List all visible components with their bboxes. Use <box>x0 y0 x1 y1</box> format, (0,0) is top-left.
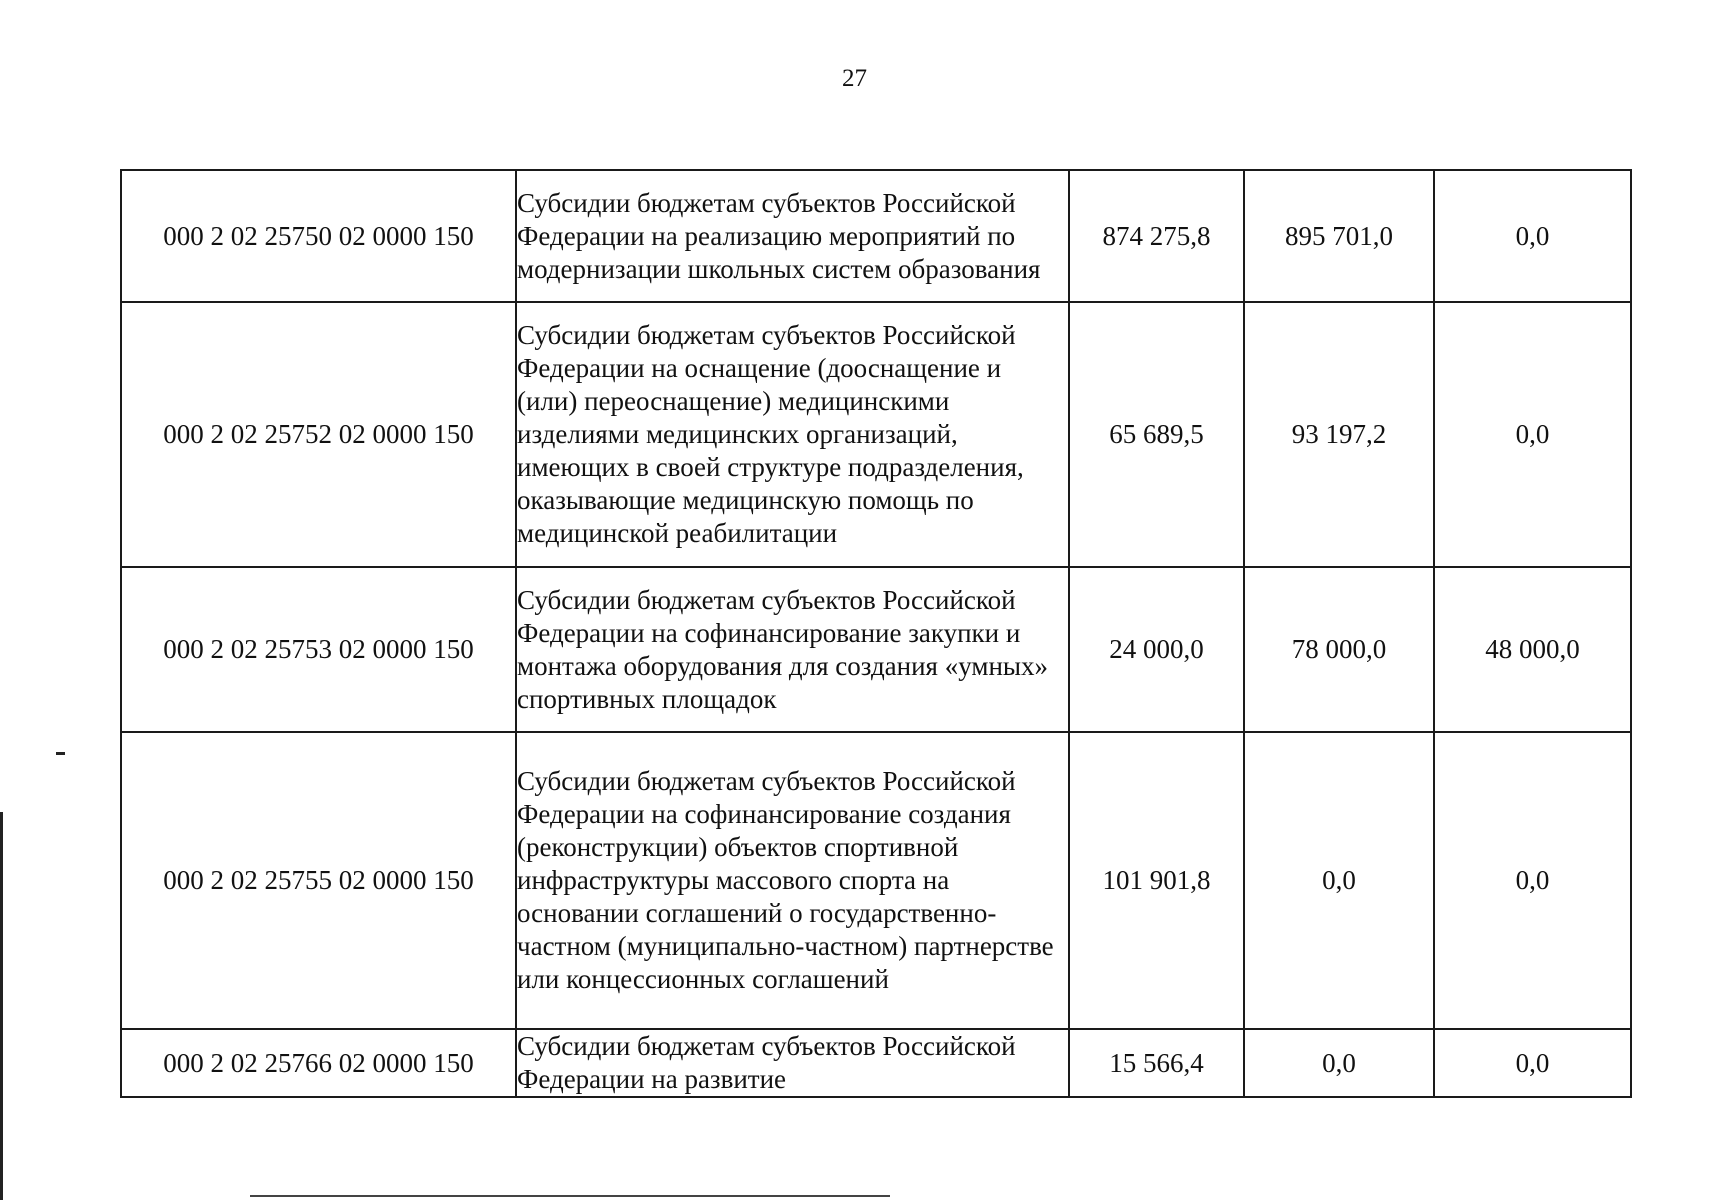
table-row <box>121 170 1631 302</box>
amount-col-1: 65 689,5 <box>1069 302 1244 567</box>
amount-col-1: 874 275,8 <box>1069 170 1244 302</box>
amount-col-2: 895 701,0 <box>1244 170 1434 302</box>
table-row <box>121 302 1631 567</box>
row-description: Субсидии бюджетам субъектов Российской Федерации на реализацию мероприятий по модернизации школьных систем образования <box>516 170 1069 302</box>
amount-col-2: 93 197,2 <box>1244 302 1434 567</box>
amount-col-2: 0,0 <box>1244 1029 1434 1097</box>
amount-col-3: 0,0 <box>1434 302 1631 567</box>
scan-margin-edge-line <box>0 812 3 1200</box>
amount-col-1: 15 566,4 <box>1069 1029 1244 1097</box>
table-row <box>121 1029 1631 1097</box>
amount-col-3: 0,0 <box>1434 1029 1631 1097</box>
budget-code: 000 2 02 25752 02 0000 150 <box>121 302 516 567</box>
row-description: Субсидии бюджетам субъектов Российской Федерации на оснащение (дооснащение и (или) переоснащение) медицинскими изделиями медицинских организаций, имеющих в своей структуре подразделения, оказывающие медицинскую помощь по медицинской реабилитации <box>516 302 1069 567</box>
scan-margin-dash <box>56 752 65 755</box>
row-description: Субсидии бюджетам субъектов Российской Федерации на софинансирование закупки и монтажа оборудования для создания «умных» спортивных площадок <box>516 567 1069 732</box>
budget-code: 000 2 02 25766 02 0000 150 <box>121 1029 516 1097</box>
amount-col-3: 0,0 <box>1434 170 1631 302</box>
page-number: 27 <box>842 65 867 92</box>
budget-code: 000 2 02 25755 02 0000 150 <box>121 732 516 1029</box>
amount-col-2: 78 000,0 <box>1244 567 1434 732</box>
row-description: Субсидии бюджетам субъектов Российской Федерации на развитие <box>516 1029 1069 1097</box>
table-row <box>121 567 1631 732</box>
budget-code: 000 2 02 25750 02 0000 150 <box>121 170 516 302</box>
budget-table <box>120 169 1632 1098</box>
amount-col-2: 0,0 <box>1244 732 1434 1029</box>
budget-code: 000 2 02 25753 02 0000 150 <box>121 567 516 732</box>
footer-rule <box>250 1195 890 1197</box>
table-row <box>121 732 1631 1029</box>
amount-col-3: 0,0 <box>1434 732 1631 1029</box>
amount-col-1: 24 000,0 <box>1069 567 1244 732</box>
row-description: Субсидии бюджетам субъектов Российской Федерации на софинансирование создания (реконструкции) объектов спортивной инфраструктуры массового спорта на основании соглашений о государственно-частном (муниципально-частном) партнерстве или концессионных соглашений <box>516 732 1069 1029</box>
amount-col-1: 101 901,8 <box>1069 732 1244 1029</box>
amount-col-3: 48 000,0 <box>1434 567 1631 732</box>
